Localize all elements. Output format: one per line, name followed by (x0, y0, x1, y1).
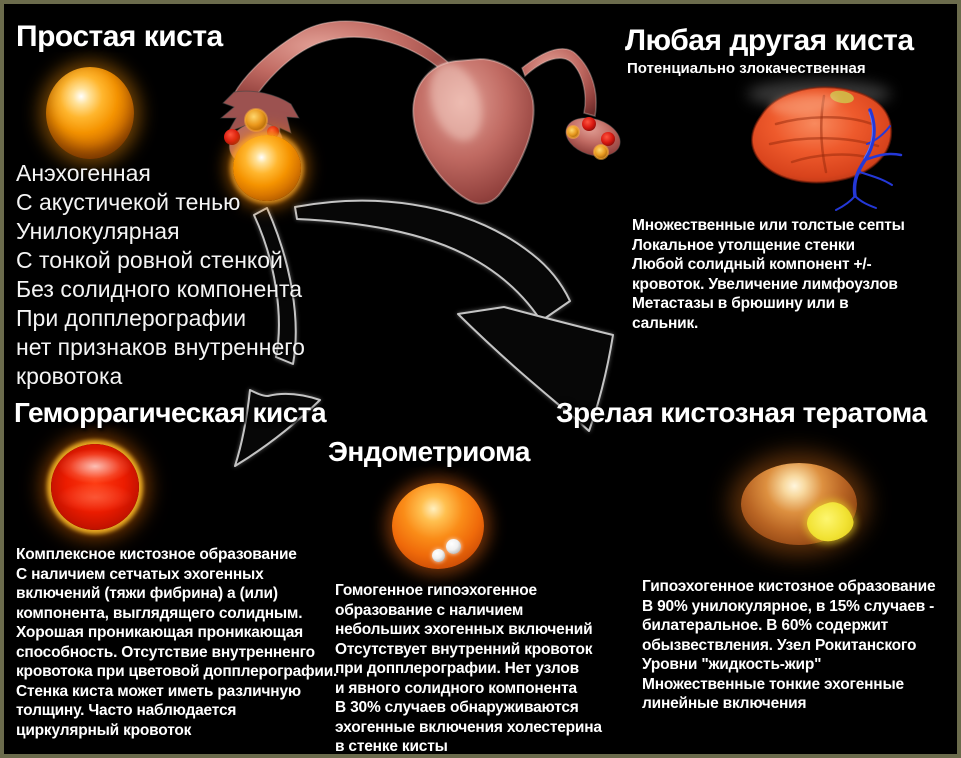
feature-line: способность. Отсутствие внутренненго (16, 643, 315, 661)
hemorrhagic-cyst-sphere (51, 444, 139, 530)
hemorrhagic-cyst-title: Геморрагическая киста (14, 397, 327, 428)
feature-line: кровотока при цветовой допплерографии. (16, 663, 338, 680)
feature-line: С акустичекой тенью (16, 189, 241, 215)
feature-line: Хорошая проникающая проникающая (16, 624, 304, 641)
feature-line: В 30% случаев обнаруживаются (335, 699, 579, 716)
endometrioma-title: Эндометриома (328, 436, 530, 467)
feature-line: Гипоэхогенное кистозное образование (642, 578, 936, 595)
simple-cyst-feature-list (16, 159, 305, 391)
feature-line: обызвествления. Узел Рокитанского (642, 636, 917, 654)
feature-line: Отсутствует внутренний кровоток (335, 640, 593, 658)
feature-line: В 90% унилокулярное, в 15% случаев - (642, 597, 935, 615)
vessel-branch (855, 196, 876, 208)
feature-line: Без солидного компонента (16, 276, 303, 302)
feature-line: Комплексное кистозное образование (16, 546, 297, 563)
feature-line: эхогенные включения холестерина (335, 718, 602, 736)
vessel-branch (860, 172, 892, 185)
any-other-cyst-feature-list (632, 216, 905, 333)
curved-arrow-right-tail (295, 201, 570, 321)
feature-line: сальник. (632, 314, 699, 332)
right-ovary-amber-follicle (594, 145, 608, 159)
teratoma-feature-list (642, 577, 935, 714)
hemorrhagic-cyst-feature-list (16, 545, 337, 740)
feature-line: Стенка киста может иметь различную (16, 682, 301, 700)
feature-line: При допплерографии (16, 305, 247, 331)
feature-line: небольших эхогенных включений (335, 621, 593, 638)
echogenic-bubble (432, 549, 445, 562)
feature-line: кровотока (16, 363, 123, 389)
right-ovary-amber-follicle (567, 126, 579, 138)
endometrioma-feature-list (335, 581, 602, 757)
feature-line: Анэхогенная (16, 160, 151, 186)
feature-line: в стенке кисты (335, 738, 448, 755)
malignant-cyst-illustration (747, 80, 901, 210)
feature-line: С наличием сетчатых эхогенных (16, 565, 264, 583)
feature-line: циркулярный кровоток (16, 721, 192, 739)
teratoma-title: Зрелая кистозная тератома (556, 397, 927, 428)
feature-line: толщину. Часто наблюдается (16, 702, 237, 719)
feature-line: билатеральное. В 60% содержит (642, 617, 889, 634)
feature-line: С тонкой ровной стенкой (16, 247, 283, 273)
feature-line: при допплерографии. Нет узлов (335, 660, 579, 677)
vessel-branch (836, 196, 855, 210)
feature-line: Унилокулярная (16, 218, 180, 244)
simple-cyst-sphere (46, 67, 134, 159)
left-ovary-red-follicle (224, 129, 240, 145)
feature-line: и явного солидного компонента (335, 679, 577, 697)
feature-line: образование с наличием (335, 601, 524, 619)
any-other-cyst-subtitle: Потенциально злокачественная (627, 60, 866, 77)
endometrioma-sphere (392, 483, 484, 569)
feature-line: Гомогенное гипоэхогенное (335, 582, 537, 599)
echogenic-bubble (446, 539, 461, 554)
feature-line: Множественные тонкие эхогенные (642, 675, 904, 693)
feature-line: линейные включения (642, 695, 807, 712)
feature-line: нет признаков внутреннего (16, 334, 305, 360)
any-other-cyst-title: Любая другая киста (625, 24, 914, 57)
feature-line: Локальное утолщение стенки (632, 236, 855, 254)
feature-line: Уровни "жидкость-жир" (642, 656, 822, 673)
left-ovary-amber-follicle (245, 109, 267, 131)
feature-line: кровоток. Увеличение лимфоузлов (632, 275, 898, 293)
feature-line: Метастазы в брюшину или в (632, 295, 849, 312)
feature-line: включений (тяжи фибрина) а (или) (16, 585, 278, 602)
simple-cyst-title: Простая киста (16, 20, 223, 53)
teratoma-sphere (741, 463, 857, 545)
right-ovary-red-follicle (582, 117, 596, 131)
right-ovary-red-follicle (601, 132, 615, 146)
feature-line: Множественные или толстые септы (632, 217, 905, 234)
feature-line: компонента, выглядящего солидным. (16, 604, 303, 622)
feature-line: Любой солидный компонент +/- (632, 256, 872, 273)
